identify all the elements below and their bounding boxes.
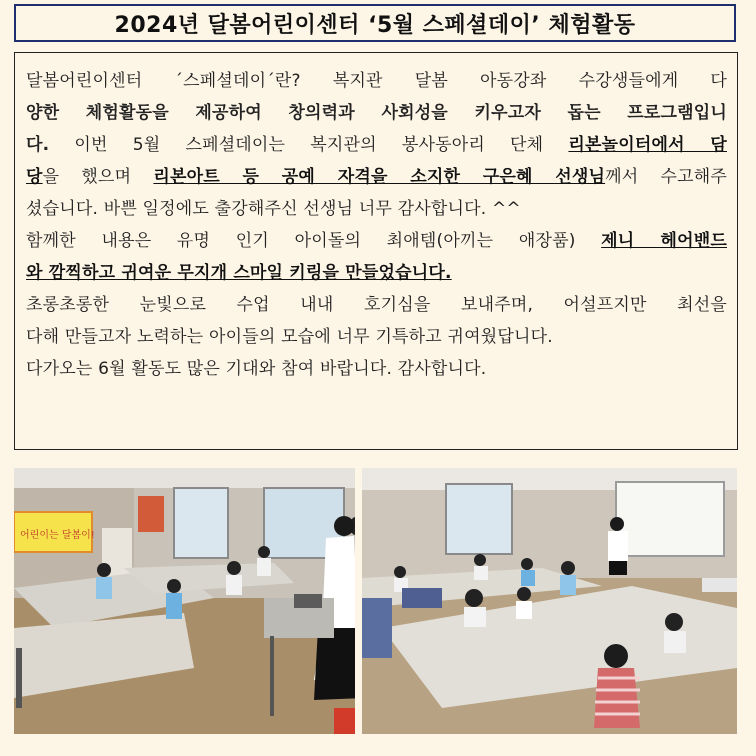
photo-classroom-right [362, 468, 737, 734]
description-line [26, 321, 727, 353]
description-line [26, 97, 727, 129]
description-line [26, 353, 727, 385]
highlighted-text: 리본아트 등 공예 자격을 소지한 구은혜 선생님 [153, 167, 606, 187]
description-line [26, 257, 727, 289]
highlighted-text: 와 깜찍하고 귀여운 무지개 스마일 키링을 만들었습니다. [26, 263, 452, 283]
description-line [26, 289, 727, 321]
photo-classroom-left [14, 468, 355, 734]
description-text: 다해 만들고자 노력하는 아이들의 모습에 너무 기특하고 귀여웠답니다. [26, 327, 553, 347]
photo-right-image [362, 468, 737, 734]
description-text: 양한 체험활동을 제공하여 창의력과 사회성을 키우고자 돕는 프로그램입니 [26, 103, 727, 123]
description-line [26, 129, 727, 161]
description-box [14, 52, 738, 450]
description-line [26, 161, 727, 193]
highlighted-text: 당 [26, 167, 43, 187]
highlighted-text: 제니 헤어밴드 [601, 231, 727, 251]
photo-left-image [14, 468, 355, 734]
description-text: 달봄어린이센터 ´스페셜데이´란? 복지관 달봄 아동강좌 수강생들에게 다 [26, 71, 727, 91]
highlighted-text: 리본놀이터에서 담 [568, 135, 727, 155]
description-line [26, 225, 727, 257]
title-box [14, 4, 736, 42]
banner-text: 어린이는 달봄이! [20, 530, 95, 541]
description-text: 이번 5월 스페셜데이는 복지관의 봉사동아리 단체 [49, 135, 569, 155]
page-title: 2024년 달봄어린이센터 ‘5월 스페셜데이’ 체험활동 [114, 12, 636, 38]
description-text: 다. [26, 135, 50, 155]
description-text: 셨습니다. 바쁜 일정에도 출강해주신 선생님 너무 감사합니다. ^^ [26, 199, 521, 219]
description-text: 께서 수고해주 [605, 167, 727, 187]
description-line [26, 193, 727, 225]
description-text: 초롱초롱한 눈빛으로 수업 내내 호기심을 보내주며, 어설프지만 최선을 [26, 295, 727, 315]
description-text: 다가오는 6월 활동도 많은 기대와 참여 바랍니다. 감사합니다. [26, 359, 487, 379]
description-text: 함께한 내용은 유명 인기 아이돌의 최애템(아끼는 애장품) [26, 231, 602, 251]
description-line [26, 65, 727, 97]
description-text: 을 했으며 [42, 167, 154, 187]
